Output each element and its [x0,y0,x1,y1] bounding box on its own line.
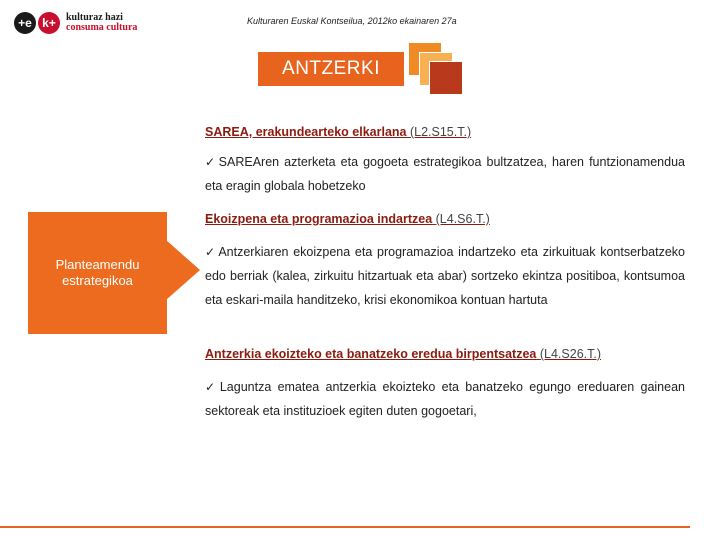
logo-line1: kulturaz hazi [66,12,123,23]
page-title: ANTZERKI [258,52,404,86]
checkmark-icon: ✓ [205,380,218,394]
sidebar-line2: estrategikoa [62,273,133,288]
section-heading-2 [205,212,490,226]
heading-ref: (L4.S6.T.) [435,212,490,226]
section-item-2 [205,240,685,312]
section-item-3 [205,375,685,423]
decorative-square [429,61,463,95]
logo-mark-k: k+ [38,12,60,34]
logo-line2: consuma cultura [66,22,138,33]
item-text: SAREAren azterketa eta gogoeta estrategikoa bultzatzea, haren funtzionamendua eta eragin globala hobetzeko [205,155,685,193]
heading-ref: (L2.S15.T.) [409,125,472,139]
item-text: Laguntza ematea antzerkia ekoizteko eta banatzeko egungo ereduaren gainean sektoreak eta instituzioek egiten duten gogoetari, [205,380,685,418]
footer-divider [0,526,690,528]
sidebar-box [28,212,167,334]
heading-text: Ekoizpena eta programazioa indartzea [205,212,433,226]
section-item-1 [205,150,685,198]
section-heading-1 [205,125,471,139]
arrow-right-icon [166,240,200,300]
checkmark-icon: ✓ [205,155,217,169]
heading-ref: (L4.S26.T.) [539,347,601,361]
item-text: Antzerkiaren ekoizpena eta programazioa indartzeko eta zirkuituak kontserbatzeko edo berriak (kalea, zirkuitu hitzartuak eta abar) sortzeko ekintza positiboa, kontsumoa eta eskari-maila handitzeko, krisi ekonomikoa kontuan hartuta [205,245,685,307]
header-subtitle: Kulturaren Euskal Kontseilua, 2012ko ekainaren 27a [247,16,457,26]
sidebar-line1: Planteamendu [55,257,140,272]
checkmark-icon: ✓ [205,245,217,259]
heading-text: SAREA, erakundearteko elkarlana [205,125,407,139]
heading-text: Antzerkia ekoizteko eta banatzeko eredua birpentsatzea [205,347,537,361]
logo [14,10,137,36]
section-heading-3 [205,347,601,361]
logo-mark-e: +e [14,12,36,34]
logo-text [66,13,137,33]
